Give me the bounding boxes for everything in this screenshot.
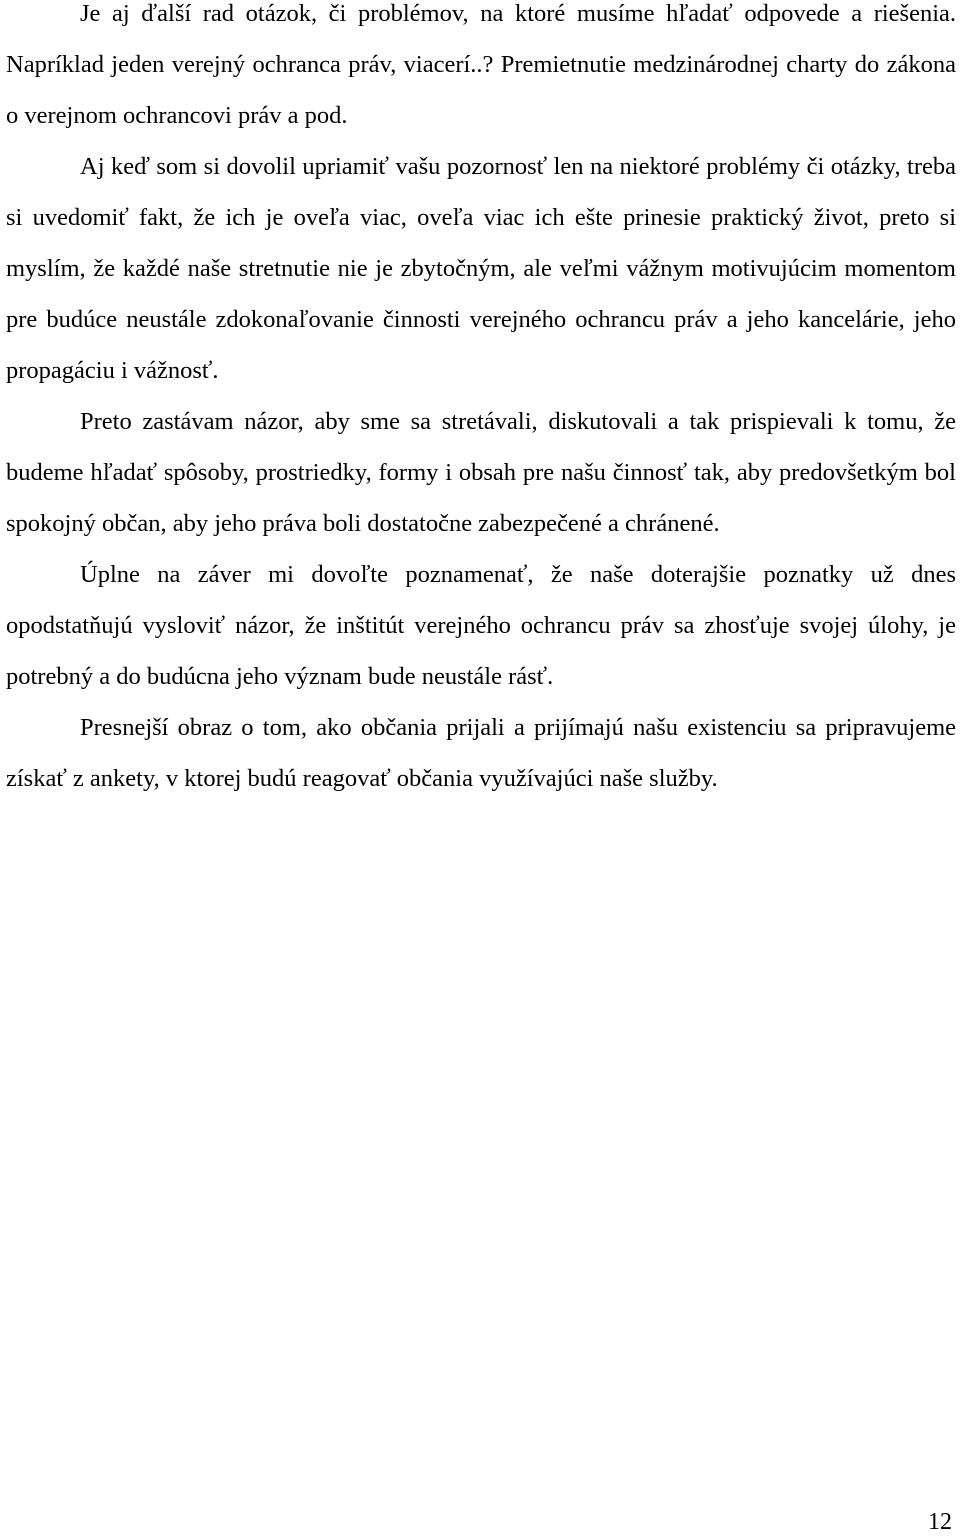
paragraph-1: Je aj ďalší rad otázok, či problémov, na ktoré musíme hľadať odpovede a riešenia. Napríklad jeden verejný ochranca práv, viacerí..? Premietnutie medzinárodnej charty do zákona o verejnom ochrancovi práv a pod.	[6, 0, 956, 129]
paragraph-3: Preto zastávam názor, aby sme sa stretávali, diskutovali a tak prispievali k tomu, že budeme hľadať spôsoby, prostriedky, formy i obsah pre našu činnosť tak, aby predovšetkým bol spokojný občan, aby jeho práva boli dostatočne zabezpečené a chránené.	[6, 408, 956, 537]
paragraph-4: Úplne na záver mi dovoľte poznamenať, že naše doterajšie poznatky už dnes opodstatňujú vysloviť názor, že inštitút verejného ochrancu práv sa zhosťuje svojej úlohy, je potrebný a do budúcna jeho význam bude neustále rásť.	[6, 561, 956, 690]
document-page	[6, 0, 956, 804]
paragraph-2: Aj keď som si dovolil upriamiť vašu pozornosť len na niektoré problémy či otázky, treba si uvedomiť fakt, že ich je oveľa viac, oveľa viac ich ešte prinesie praktický život, preto si myslím, že každé naše stretnutie nie je zbytočným, ale veľmi vážnym motivujúcim momentom pre budúce neustále zdokonaľovanie činnosti verejného ochrancu práv a jeho kancelárie, jeho propagáciu i vážnosť.	[6, 153, 956, 384]
page-number: 12	[928, 1509, 952, 1535]
paragraph-5: Presnejší obraz o tom, ako občania prijali a prijímajú našu existenciu sa pripravujeme získať z ankety, v ktorej budú reagovať občania využívajúci naše služby.	[6, 714, 956, 792]
